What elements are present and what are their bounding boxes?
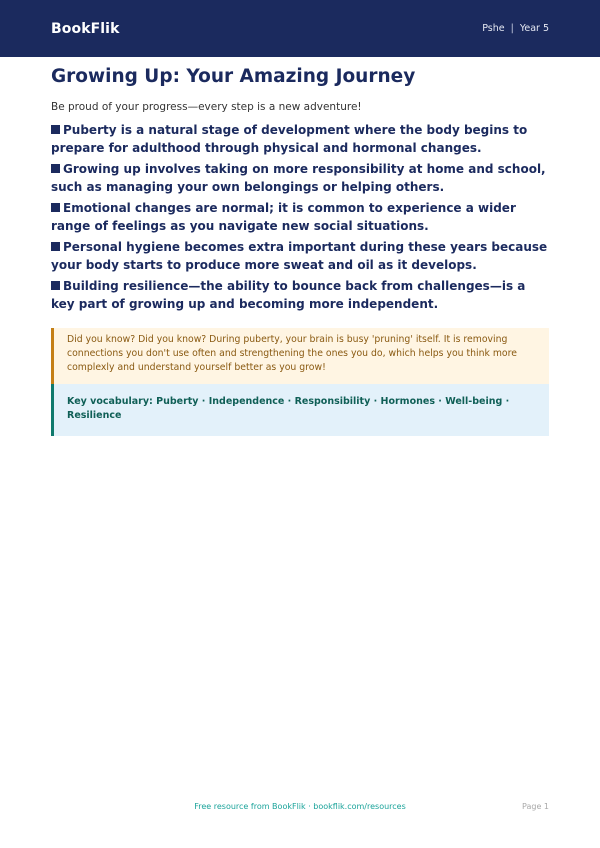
page-number: Page 1 xyxy=(522,802,549,811)
resource-link[interactable]: Free resource from BookFlik · bookflik.com/resources xyxy=(194,802,406,811)
key-vocabulary-box: Key vocabulary: Puberty · Independence · Responsibility · Hormones · Well-being · Resilience xyxy=(51,384,549,436)
key-point xyxy=(51,161,549,196)
key-point xyxy=(51,200,549,235)
square-bullet-icon xyxy=(51,203,60,212)
key-point xyxy=(51,239,549,274)
brand-name: BookFlik xyxy=(51,20,120,37)
key-points-list xyxy=(51,122,549,313)
did-you-know-callout: Did you know? Did you know? During puberty, your brain is busy 'pruning' itself. It is removing connections you don't use often and strengthening the ones you do, which helps you think more complexly and understand yourself better as you grow! xyxy=(51,328,549,384)
key-point-text: Puberty is a natural stage of development where the body begins to prepare for adulthood through physical and hormonal changes. xyxy=(51,123,528,155)
square-bullet-icon xyxy=(51,164,60,173)
key-point-text: Growing up involves taking on more responsibility at home and school, such as managing your own belongings or helping others. xyxy=(51,162,546,194)
key-point xyxy=(51,122,549,157)
key-point-text: Personal hygiene becomes extra important during these years because your body starts to produce more sweat and oil as it develops. xyxy=(51,240,548,272)
page-title: Growing Up: Your Amazing Journey xyxy=(51,66,416,87)
main-content xyxy=(51,66,549,436)
key-point xyxy=(51,278,549,313)
page-footer xyxy=(51,802,549,814)
page-subtitle: Be proud of your progress—every step is a new adventure! xyxy=(51,101,362,113)
subject-year-label xyxy=(482,23,549,34)
square-bullet-icon xyxy=(51,125,60,134)
year-label: Year 5 xyxy=(519,23,549,34)
meta-separator: | xyxy=(510,23,514,34)
page-header xyxy=(0,0,600,57)
square-bullet-icon xyxy=(51,281,60,290)
square-bullet-icon xyxy=(51,242,60,251)
subject-label: Pshe xyxy=(482,23,505,34)
key-point-text: Emotional changes are normal; it is common to experience a wider range of feelings as you navigate new social situations. xyxy=(51,201,516,233)
key-point-text: Building resilience—the ability to bounce back from challenges—is a key part of growing up and becoming more independent. xyxy=(51,279,526,311)
